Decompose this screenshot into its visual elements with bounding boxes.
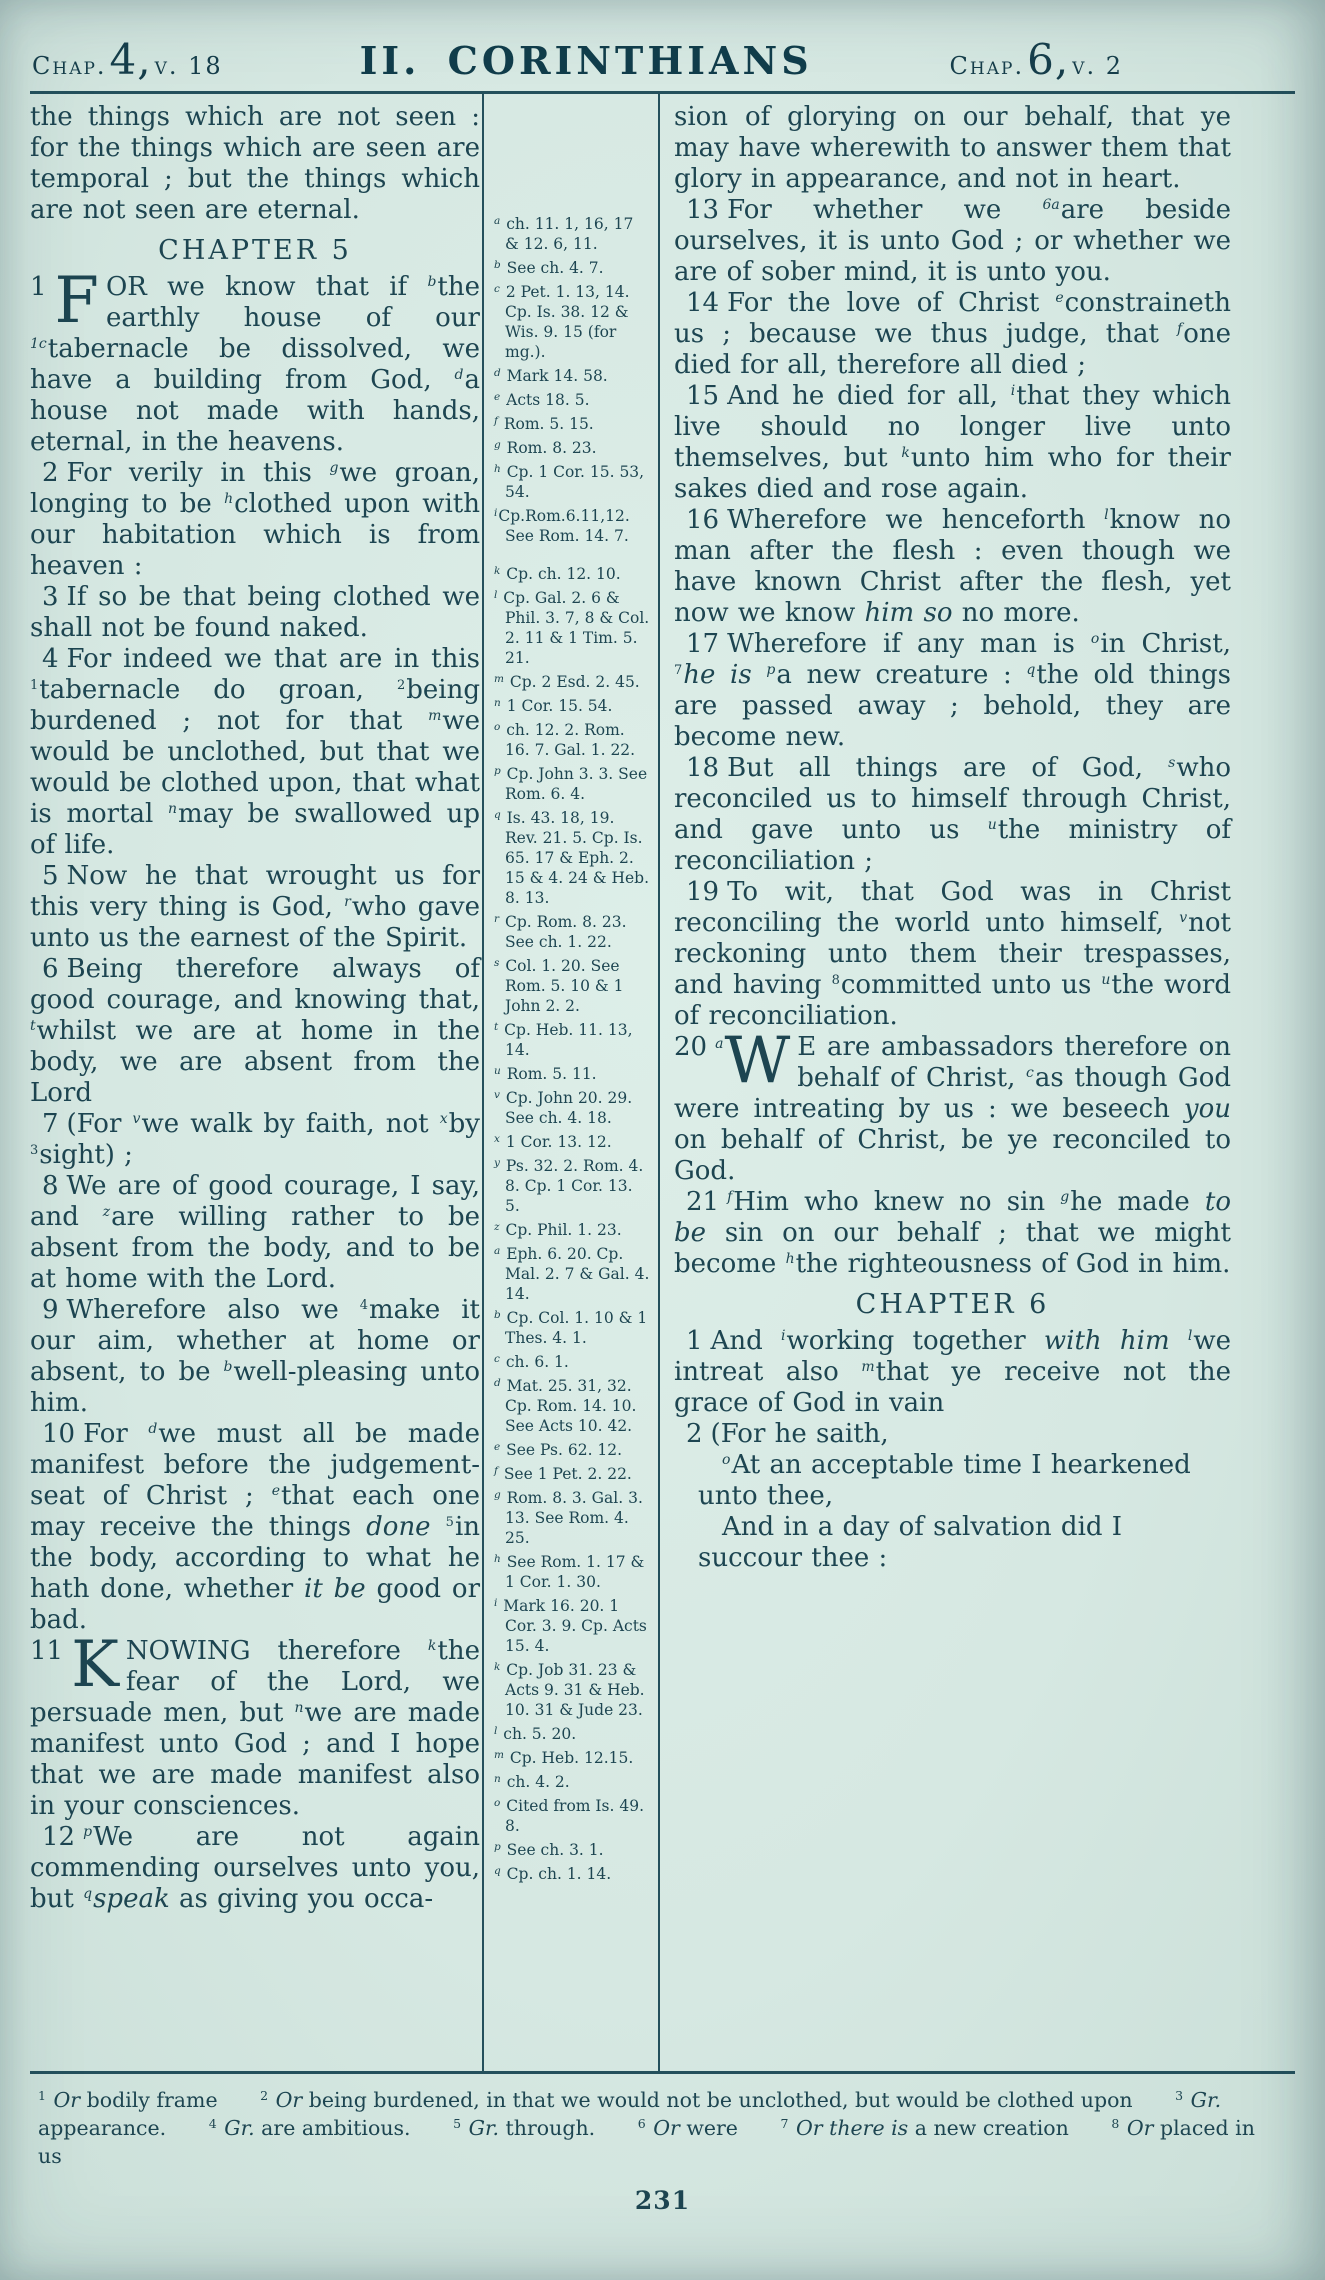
reference-mark: d xyxy=(148,1421,158,1437)
reference-mark: i xyxy=(780,1328,786,1344)
reference-mark: e xyxy=(494,391,501,403)
reference-mark: g xyxy=(494,1489,501,1501)
reference-mark: v xyxy=(1179,910,1188,926)
reference-mark: f xyxy=(494,1465,498,1477)
reference-mark: e xyxy=(494,1441,501,1453)
reference-mark: a xyxy=(494,215,501,227)
reference-mark: r xyxy=(344,894,351,910)
verse-number: 18 xyxy=(686,753,720,783)
header-left-chapter-ref xyxy=(32,35,223,84)
verse-number: 17 xyxy=(686,629,720,659)
verse-paragraph: 11 K NOWING therefore $^k$the fear of the Lord, we persuade men, but $^n$we are made manifest unto God ; and I hope that we are made manifest also in your consciences. xyxy=(30,1628,480,1821)
verse-number: 12 xyxy=(42,1822,76,1852)
reference-mark: u xyxy=(494,1065,501,1077)
cross-reference-entry: $^n$ 1 Cor. 15. 54. xyxy=(494,697,613,715)
cross-reference-entry: $^e$ See Ps. 62. 12. xyxy=(494,1441,623,1459)
reference-mark: 5 xyxy=(453,2115,462,2131)
cross-reference-entry: $^r$ Cp. Rom. 8. 23. See ch. 1. 22. xyxy=(494,913,627,951)
footnote: $^1$ Or bodily frame xyxy=(38,2087,218,2112)
reference-mark: e xyxy=(271,1483,280,1499)
reference-mark: n xyxy=(494,697,501,709)
verse-paragraph: 19 To wit, that God was in Christ reconciling the world unto himself, $^v$not reckoning unto them their trespasses, and having $^8$committed unto us $^u$the word of reconciliation. xyxy=(674,877,1231,1031)
reference-mark: a xyxy=(494,1245,501,1257)
cross-reference-entry: $^n$ ch. 4. 2. xyxy=(494,1773,570,1791)
reference-mark: f xyxy=(727,1189,733,1205)
reference-mark: k xyxy=(494,1661,501,1673)
reference-mark: z xyxy=(102,1204,111,1220)
reference-mark: k xyxy=(901,445,910,461)
verse-number: 2 xyxy=(42,458,59,488)
verse-paragraph: 8 We are of good courage, I say, and $^z$are willing rather to be absent from the body, and to be at home with the Lord. xyxy=(30,1171,480,1294)
reference-mark: r xyxy=(494,913,500,925)
verse-number: 1 xyxy=(30,272,47,302)
reference-mark: q xyxy=(83,1886,93,1902)
verse-number: 14 xyxy=(686,288,720,318)
page-header xyxy=(30,35,1295,84)
chap-number: 6, xyxy=(1027,35,1070,84)
verse-paragraph: 12 $^p$We are not again commending ourselves unto you, but $^q$speak as giving you occa- xyxy=(30,1822,480,1914)
cross-reference-entry: $^x$ 1 Cor. 13. 12. xyxy=(494,1133,612,1151)
verse-number: 1 xyxy=(686,1326,703,1356)
verse-paragraph: 15 And he died for all, $^i$that they which live should no longer live unto themselves, but $^k$unto him who for their sakes died and rose again. xyxy=(674,381,1231,504)
reference-mark: q xyxy=(494,1865,501,1877)
verse-number: 4 xyxy=(42,644,59,674)
verse-paragraph: 7 (For $^v$we walk by faith, not $^x$by $^3$sight) ; xyxy=(30,1109,480,1170)
cross-reference-entry: $^o$ Cited from Is. 49. 8. xyxy=(494,1797,645,1835)
right-text-column xyxy=(660,94,1295,2071)
footnote: $^3$ Gr. appearance. xyxy=(38,2087,1222,2140)
reference-mark: n xyxy=(494,1773,501,1785)
footnote: $^4$ Gr. are ambitious. xyxy=(208,2115,411,2140)
verse-number: 20 xyxy=(674,1032,708,1062)
reference-mark: g xyxy=(329,460,339,476)
reference-mark: m xyxy=(428,708,442,724)
reference-mark: 6a xyxy=(1042,197,1060,213)
verse-number: 5 xyxy=(42,861,59,891)
reference-mark: b xyxy=(494,259,501,271)
verse-paragraph: 16 Wherefore we henceforth $^l$know no man after the flesh : even though we have known Christ after the flesh, yet now we know him so no more. xyxy=(674,505,1232,628)
reference-mark: h xyxy=(494,1553,501,1565)
cross-reference-entry: $^q$ Cp. ch. 1. 14. xyxy=(494,1865,612,1883)
reference-mark: 7 xyxy=(780,2115,789,2131)
cross-reference-entry: $^t$ Cp. Heb. 11. 13, 14. xyxy=(494,1021,633,1059)
reference-mark: t xyxy=(494,1021,499,1033)
cross-reference-entry: $^e$ Acts 18. 5. xyxy=(494,391,590,409)
verse-paragraph: 9 Wherefore also we $^4$make it our aim, whether at home or absent, to be $^b$well-pleasing unto him. xyxy=(30,1295,481,1418)
verse-number: 9 xyxy=(42,1295,59,1325)
cross-reference-entry: $^b$ See ch. 4. 7. xyxy=(494,259,604,277)
cross-reference-entry: $^i$ Mark 16. 20. 1 Cor. 3. 9. Cp. Acts 15. 4. xyxy=(494,1597,647,1655)
reference-mark: i xyxy=(494,1597,498,1609)
reference-mark: s xyxy=(494,957,500,969)
reference-mark: g xyxy=(494,439,501,451)
cross-reference-entry: $^l$ ch. 5. 20. xyxy=(494,1725,577,1743)
poetry-line: $^o$At an acceptable time I hearkened unto thee, xyxy=(698,1450,1191,1511)
cross-reference-entry: $^g$ Rom. 8. 23. xyxy=(494,439,597,457)
cross-reference-entry: $^a$ Eph. 6. 20. Cp. Mal. 2. 7 & Gal. 4. 14. xyxy=(494,1245,650,1303)
poetry-line: And in a day of salvation did I succour thee : xyxy=(698,1512,1123,1573)
reference-mark: b xyxy=(223,1359,233,1375)
text-columns xyxy=(30,94,1295,2071)
reference-mark: f xyxy=(1177,321,1183,337)
reference-mark: p xyxy=(494,765,501,777)
reference-mark: 2 xyxy=(260,2087,269,2103)
verse-label: v. 2 xyxy=(1072,52,1123,80)
cross-reference-entry: $^i$Cp.Rom.6.11,12. See Rom. 14. 7. xyxy=(494,507,630,545)
cross-reference-entry: $^m$ Cp. Heb. 12.15. xyxy=(494,1749,634,1767)
reference-mark: k xyxy=(494,565,501,577)
reference-mark: y xyxy=(494,1157,500,1169)
page-number: 231 xyxy=(634,2185,691,2215)
verse-paragraph: 1 And $^i$working together with him $^l$we intreat also $^m$that ye receive not the grace of God in vain xyxy=(674,1326,1232,1418)
chap-label: Chap. xyxy=(949,52,1025,80)
verse-number: 7 xyxy=(42,1109,59,1139)
reference-mark: 3 xyxy=(30,1143,39,1158)
reference-mark: 4 xyxy=(208,2115,217,2131)
reference-mark: o xyxy=(494,1797,501,1809)
header-right-chapter-ref xyxy=(949,35,1123,84)
cross-reference-entry: $^h$ Cp. 1 Cor. 15. 53, 54. xyxy=(494,463,645,501)
reference-mark: 4 xyxy=(359,1298,368,1313)
cross-reference-entry: $^q$ Is. 43. 18, 19. Rev. 21. 5. Cp. Is. 65. 17 & Eph. 2. 15 & 4. 24 & Heb. 8. 13. xyxy=(494,809,650,907)
cross-reference-entry: $^b$ Cp. Col. 1. 10 & 1 Thes. 4. 1. xyxy=(494,1309,648,1347)
reference-mark: 1c xyxy=(30,336,47,352)
reference-mark: l xyxy=(1104,507,1109,523)
reference-mark: e xyxy=(1055,290,1064,306)
reference-mark: 7 xyxy=(674,663,683,678)
reference-mark: i xyxy=(1010,383,1016,399)
footnote: $^7$ Or there is a new creation xyxy=(780,2115,1069,2140)
verse-number: 19 xyxy=(686,877,720,907)
verse-paragraph: 18 But all things are of God, $^s$who reconciled us to himself through Christ, and gave unto us $^u$the ministry of reconciliation ; xyxy=(674,753,1231,876)
reference-mark: d xyxy=(494,1377,501,1389)
cross-reference-entry: $^h$ See Rom. 1. 17 & 1 Cor. 1. 30. xyxy=(494,1553,645,1591)
verse-paragraph: 3 If so be that being clothed we shall not be found naked. xyxy=(30,582,480,643)
reference-mark: z xyxy=(494,1221,500,1233)
reference-mark: 1 xyxy=(30,678,39,693)
verse-paragraph: 1 F OR we know that if $^b$the earthly house of our $^{1c}$tabernacle be dissolved, we have a building from God, $^d$a house not made with hands, eternal, in the heavens. xyxy=(30,264,480,457)
reference-mark: i xyxy=(494,507,498,519)
reference-mark: p xyxy=(83,1824,93,1840)
cross-reference-entry: $^m$ Cp. 2 Esd. 2. 45. xyxy=(494,673,640,691)
cross-reference-entry: $^k$ Cp. Job 31. 23 & Acts 9. 31 & Heb. 10. 31 & Jude 23. xyxy=(494,1661,645,1719)
cross-reference-entry: $^p$ See ch. 3. 1. xyxy=(494,1841,604,1859)
cross-reference-entry: $^o$ ch. 12. 2. Rom. 16. 7. Gal. 1. 22. xyxy=(494,721,636,759)
verse-number: 13 xyxy=(686,195,720,225)
reference-mark: 5 xyxy=(445,1515,454,1530)
reference-mark: k xyxy=(427,1638,437,1654)
cross-reference-entry: $^s$ Col. 1. 20. See Rom. 5. 10 & 1 John 2. 2. xyxy=(494,957,624,1015)
chapter-heading: CHAPTER 5 xyxy=(158,235,352,266)
reference-mark: g xyxy=(1060,1189,1070,1205)
chap-label: Chap. xyxy=(32,52,107,80)
reference-mark: l xyxy=(494,589,498,601)
cross-reference-entry: $^c$ ch. 6. 1. xyxy=(494,1353,569,1371)
reference-mark: m xyxy=(494,1749,504,1761)
cross-reference-entry: $^d$ Mark 14. 58. xyxy=(494,367,608,385)
reference-mark: a xyxy=(715,1036,724,1052)
reference-mark: b xyxy=(427,274,437,290)
reference-mark: h xyxy=(785,1251,795,1267)
reference-mark: 2 xyxy=(396,678,406,693)
reference-mark: o xyxy=(494,721,501,733)
verse-number: 2 xyxy=(686,1419,703,1449)
verse-paragraph: 6 Being therefore always of good courage, and knowing that, $^t$whilst we are at home in the body, we are absent from the Lord xyxy=(30,954,480,1108)
footnote: $^8$ Or placed in us xyxy=(38,2115,1255,2168)
cross-reference-entry: $^d$ Mat. 25. 31, 32. Cp. Rom. 14. 10. See Acts 10. 42. xyxy=(494,1377,637,1435)
reference-mark: h xyxy=(494,463,501,475)
verse-paragraph: 20 a W E are ambassadors therefore on behalf of Christ, $^c$as though God were intreating by us : we beseech you on behalf of Christ, be ye reconciled to God. xyxy=(674,1024,1232,1186)
reference-mark: q xyxy=(494,809,501,821)
verse-paragraph: 4 For indeed we that are in this $^1$tabernacle do groan, $^2$being burdened ; not for that $^m$we would be unclothed, but that we would be clothed upon, that what is mortal $^n$may be swallowed up of life. xyxy=(30,644,480,860)
reference-mark: m xyxy=(861,1359,875,1375)
verse-number: 21 xyxy=(686,1187,720,1217)
verse-paragraph: 21 $^f$Him who knew no sin $^g$he made to be sin on our behalf ; that we might become $^h$the righteousness of God in him. xyxy=(674,1187,1231,1279)
footnote: $^6$ Or were xyxy=(637,2115,738,2140)
drop-cap: W xyxy=(724,1024,791,1098)
drop-cap: K xyxy=(71,1628,119,1702)
verse-paragraph: 17 Wherefore if any man is $^o$in Christ, $^7$he is $^p$a new creature : $^q$the old things are passed away ; behold, they are become new. xyxy=(674,629,1232,752)
continued-paragraph: the things which are not seen : for the things which are seen are temporal ; but the things which are not seen are eternal. xyxy=(30,102,480,225)
reference-mark: v xyxy=(132,1111,141,1127)
footnotes-block xyxy=(30,2084,1295,2170)
reference-mark: u xyxy=(987,817,997,833)
reference-mark: v xyxy=(494,1089,500,1101)
reference-mark: 1 xyxy=(38,2087,46,2103)
reference-mark: b xyxy=(494,1309,501,1321)
reference-mark: p xyxy=(766,662,776,678)
verse-paragraph: 10 For $^d$we must all be made manifest before the judgement-seat of Christ ; $^e$that each one may receive the things done $^5$in the body, according to what he hath done, whether it be good or bad. xyxy=(30,1419,481,1635)
reference-mark: c xyxy=(1026,1065,1034,1081)
cross-reference-entry: $^u$ Rom. 5. 11. xyxy=(494,1065,597,1083)
verse-number: 6 xyxy=(42,954,59,984)
reference-mark: n xyxy=(294,1700,304,1716)
drop-cap: F xyxy=(54,264,99,338)
footnote: $^5$ Gr. through. xyxy=(453,2115,596,2140)
verse-label: v. 18 xyxy=(154,52,223,80)
reference-mark: u xyxy=(1101,972,1111,988)
reference-mark: q xyxy=(1026,662,1036,678)
verse-number: 11 xyxy=(30,1636,64,1666)
reference-mark: x xyxy=(439,1111,448,1127)
reference-mark: d xyxy=(494,367,501,379)
reference-mark: 8 xyxy=(831,973,840,988)
reference-mark: o xyxy=(1090,631,1100,647)
verse-paragraph: 5 Now he that wrought us for this very thing is God, $^r$who gave unto us the earnest of the Spirit. xyxy=(30,861,480,953)
reference-mark: m xyxy=(494,673,504,685)
chapter-heading: CHAPTER 6 xyxy=(855,1289,1050,1320)
continued-paragraph: sion of glorying on our behalf, that ye may have wherewith to answer them that glory in appearance, and not in heart. xyxy=(674,102,1231,194)
chap-number: 4, xyxy=(109,35,152,84)
reference-mark: l xyxy=(1187,1328,1193,1344)
cross-reference-column xyxy=(482,94,660,2071)
reference-mark: t xyxy=(30,1018,36,1034)
reference-mark: c xyxy=(494,1353,500,1365)
footnote-rule xyxy=(30,2071,1295,2074)
verse-number: 15 xyxy=(686,381,720,411)
verse-number: 10 xyxy=(42,1419,76,1449)
reference-mark: 6 xyxy=(637,2115,646,2131)
reference-mark: p xyxy=(494,1841,501,1853)
verse-paragraph: 14 For the love of Christ $^e$constraineth us ; because we thus judge, that $^f$one died for all, therefore all died ; xyxy=(674,288,1231,380)
reference-mark: f xyxy=(494,415,498,427)
verse-paragraph: 2 (For he saith, xyxy=(686,1419,889,1449)
verse-number: 8 xyxy=(42,1171,59,1201)
book-title: II. CORINTHIANS xyxy=(359,38,813,83)
reference-mark: d xyxy=(454,367,464,383)
cross-reference-entry: $^p$ Cp. John 3. 3. See Rom. 6. 4. xyxy=(494,765,648,803)
cross-reference-entry: $^f$ See 1 Pet. 2. 22. xyxy=(494,1465,632,1483)
cross-reference-entry: $^z$ Cp. Phil. 1. 23. xyxy=(494,1221,622,1239)
cross-reference-entry: $^f$ Rom. 5. 15. xyxy=(494,415,594,433)
reference-mark: 3 xyxy=(1175,2087,1184,2103)
left-text-column xyxy=(30,94,482,2071)
reference-mark: n xyxy=(168,801,178,817)
cross-reference-entry: $^k$ Cp. ch. 12. 10. xyxy=(494,565,621,583)
cross-reference-entry: $^a$ ch. 11. 1, 16, 17 & 12. 6, 11. xyxy=(494,215,634,253)
reference-mark: s xyxy=(1168,755,1176,771)
reference-mark: l xyxy=(494,1725,498,1737)
verse-paragraph: 13 For whether we $^{6a}$are beside ourselves, it is unto God ; or whether we are of sober mind, it is unto you. xyxy=(674,195,1231,287)
footnote: $^2$ Or being burdened, in that we would not be unclothed, but would be clothed upon xyxy=(260,2087,1133,2112)
verse-paragraph: 2 For verily in this $^g$we groan, longing to be $^h$clothed upon with our habitation which is from heaven : xyxy=(30,458,480,581)
reference-mark: c xyxy=(494,283,500,295)
cross-reference-entry: $^g$ Rom. 8. 3. Gal. 3. 13. See Rom. 4. 25. xyxy=(494,1489,643,1547)
cross-reference-entry: $^l$ Cp. Gal. 2. 6 & Phil. 3. 7, 8 & Col. 2. 11 & 1 Tim. 5. 21. xyxy=(494,589,650,667)
cross-reference-entry: $^v$ Cp. John 20. 29. See ch. 4. 18. xyxy=(494,1089,633,1127)
cross-reference-entry: $^c$ 2 Pet. 1. 13, 14. Cp. Is. 38. 12 & Wis. 9. 15 (for mg.). xyxy=(494,283,630,361)
verse-number: 3 xyxy=(42,582,59,612)
cross-reference-entry: $^y$ Ps. 32. 2. Rom. 4. 8. Cp. 1 Cor. 13. 5. xyxy=(494,1157,644,1215)
reference-mark: o xyxy=(722,1452,731,1468)
verse-number: 16 xyxy=(686,505,720,535)
reference-mark: h xyxy=(224,491,234,507)
reference-mark: x xyxy=(494,1133,500,1145)
reference-mark: 8 xyxy=(1111,2115,1120,2131)
